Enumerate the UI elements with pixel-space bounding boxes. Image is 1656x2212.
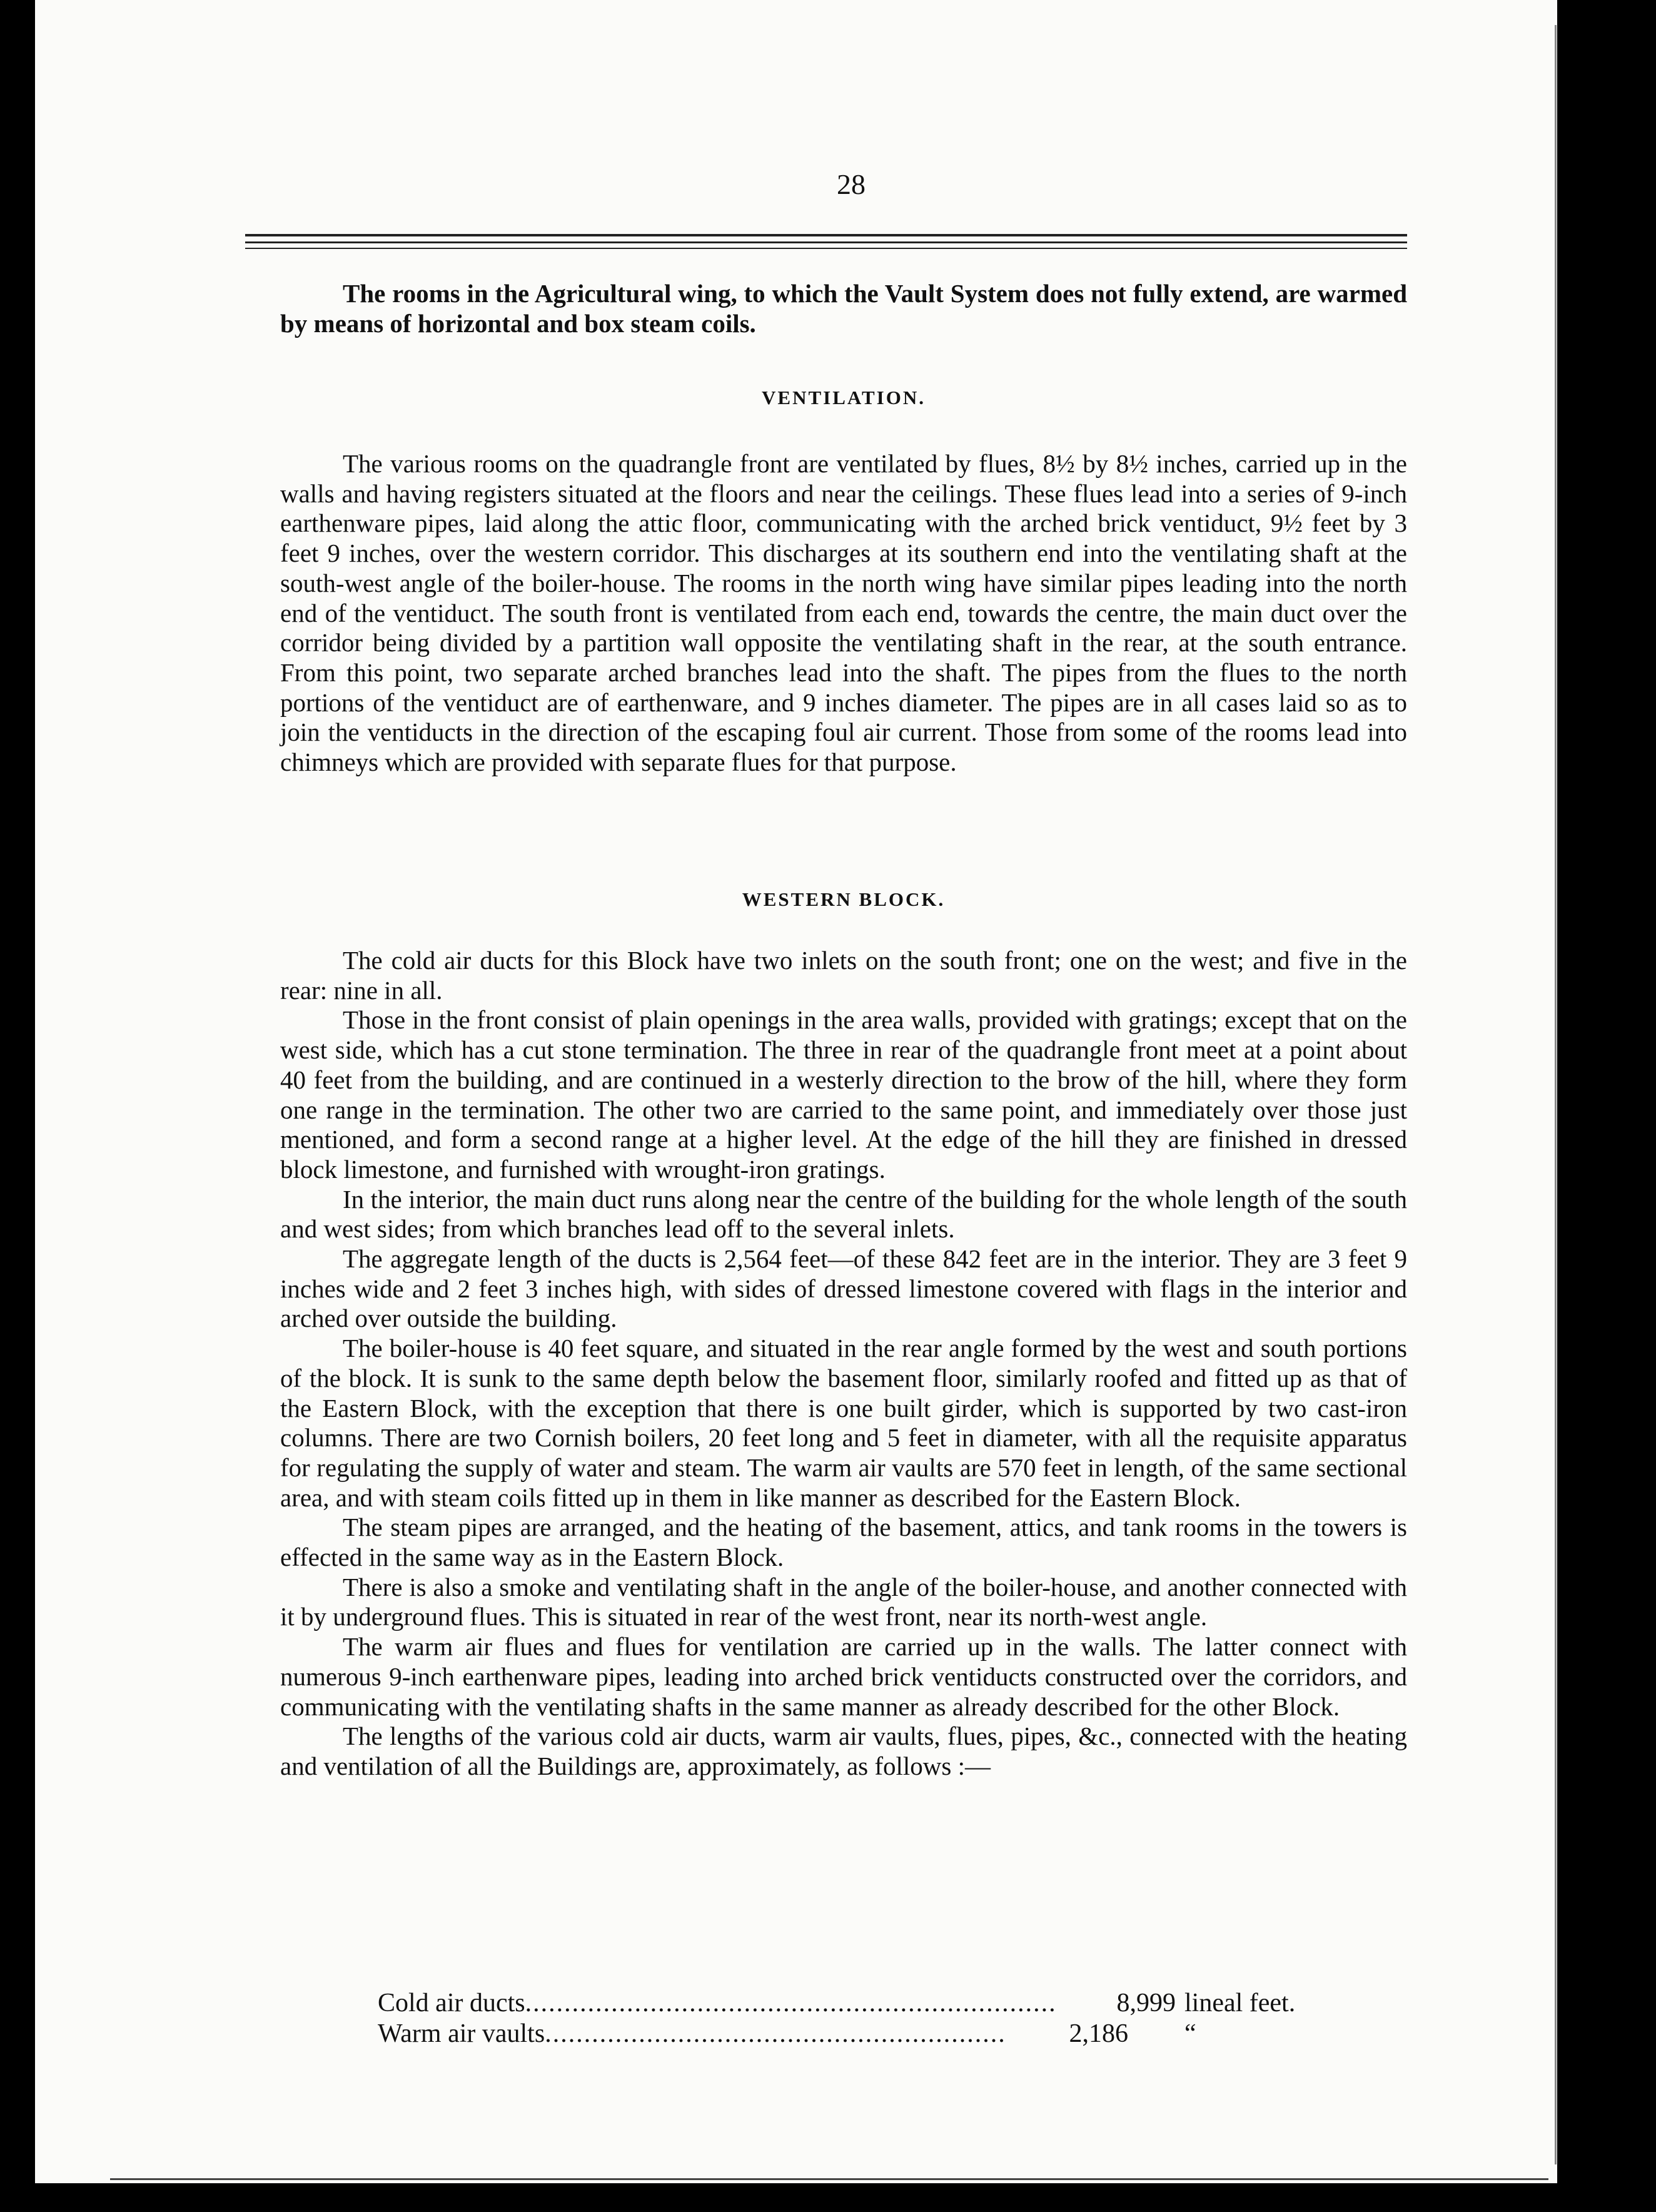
ventilation-heading: VENTILATION. — [762, 387, 926, 408]
western-block-heading: WESTERN BLOCK. — [742, 888, 946, 910]
dot-leader — [525, 1988, 1054, 2019]
header-rule — [245, 234, 1407, 236]
western-paragraph: The warm air flues and flues for ventilation are carried up in the walls. The latter connect with numerous 9-inch earthenware pipes, leading into arched brick ventiducts constructed over the corridors, and communicating with the ventilating shafts in the same manner as already described for the other Block. — [280, 1632, 1407, 1721]
western-paragraph: The aggregate length of the ducts is 2,564 feet—of these 842 feet are in the interior. They are 3 feet 9 inches wide and 2 feet 3 inches high, with sides of dressed limestone covered with flags in the interior and arched over outside the building. — [280, 1244, 1407, 1333]
intro-text: The rooms in the Agricultural wing, to which the Vault System does not fully extend, are warmed by means of horizontal and box steam coils. — [280, 279, 1407, 338]
intro-paragraph — [280, 279, 1407, 338]
western-paragraph: The lengths of the various cold air ducts, warm air vaults, flues, pipes, &c., connected with the heating and ventilation of all the Buildings are, approximately, as follows :— — [280, 1722, 1407, 1780]
western-paragraph: Those in the front consist of plain openings in the area walls, provided with gratings; except that on the west side, which has a cut stone termination. The three in rear of the quadrangle front meet at a point about 40 feet from the building, and are continued in a westerly direction to the brow of the hill, where they form one range in the termination. The other two are carried to the same point, and immediately over those just mentioned, and form a second range at a higher level. At the edge of the hill they are finished in dressed block limestone, and furnished with wrought-iron gratings. — [280, 1005, 1407, 1184]
western-block-section — [280, 946, 1407, 1782]
page-number: 28 — [837, 168, 866, 200]
western-paragraph: The boiler-house is 40 feet square, and situated in the rear angle formed by the west and south portions of the block. It is sunk to the same depth below the basement floor, similarly roofed and fitted up as that of the Eastern Block, with the exception that there is one built girder, which is supported by two cast-iron columns. There are two Cornish boilers, 20 feet long and 5 feet in diameter, with all the requisite apparatus for regulating the supply of water and steam. The warm air vaults are 570 feet in length, of the same sectional area, and with steam coils fitted up in them in like manner as described for the Eastern Block. — [280, 1334, 1407, 1512]
dot-leader — [545, 2019, 1007, 2049]
western-paragraph: There is also a smoke and ventilating shaft in the angle of the boiler-house, and another connected with it by underground flues. This is situated in rear of the west front, near its north-west angle. — [280, 1572, 1407, 1631]
page — [35, 0, 1557, 2183]
lengths-row — [378, 2019, 1328, 2049]
lengths-value: 8,999 — [1116, 1989, 1176, 2017]
western-paragraph: The steam pipes are arranged, and the heating of the basement, attics, and tank rooms in the towers is effected in the same way as in the Eastern Block. — [280, 1513, 1407, 1572]
ventilation-paragraph: The various rooms on the quadrangle front are ventilated by flues, 8½ by 8½ inches, carried up in the walls and having registers situated at the floors and near the ceilings. These flues lead into a series of 9-inch earthenware pipes, laid along the attic floor, communicating with the arched brick ventiduct, 9½ feet by 3 feet 9 inches, over the western corridor. This discharges at its southern end into the ventilating shaft at the south-west angle of the boiler-house. The rooms in the north wing have similar pipes leading into the north end of the ventiduct. The south front is ventilated from each end, towards the centre, the main duct over the corridor being divided by a partition wall opposite the ventilating shaft in the rear, at the south entrance. From this point, two separate arched branches lead into the shaft. The pipes from the flues to the north portions of the ventiduct are of earthenware, and 9 inches diameter. The pipes are in all cases laid so as to join the ventiducts in the direction of the escaping foul air current. Those from some of the rooms lead into chimneys which are provided with separate flues for that purpose. — [280, 449, 1407, 777]
lengths-unit: “ — [1184, 2019, 1196, 2048]
western-paragraph: The cold air ducts for this Block have two inlets on the south front; one on the west; and five in the rear: nine in all. — [280, 946, 1407, 1005]
western-paragraph: In the interior, the main duct runs along near the centre of the building for the whole length of the south and west sides; from which branches lead off to the several inlets. — [280, 1184, 1407, 1244]
lengths-row — [378, 1988, 1328, 2019]
header-rule — [245, 248, 1407, 249]
lengths-table — [378, 1988, 1328, 2049]
lengths-value: 2,186 — [1069, 2019, 1128, 2048]
lengths-label: Cold air ducts — [378, 1989, 525, 2017]
page-bottom-edge — [110, 2178, 1548, 2180]
lengths-label: Warm air vaults — [378, 2019, 545, 2048]
page-edge — [1555, 25, 1557, 2164]
lengths-unit: lineal feet. — [1184, 1989, 1296, 2017]
ventilation-section — [280, 449, 1407, 778]
header-rule — [245, 241, 1407, 243]
